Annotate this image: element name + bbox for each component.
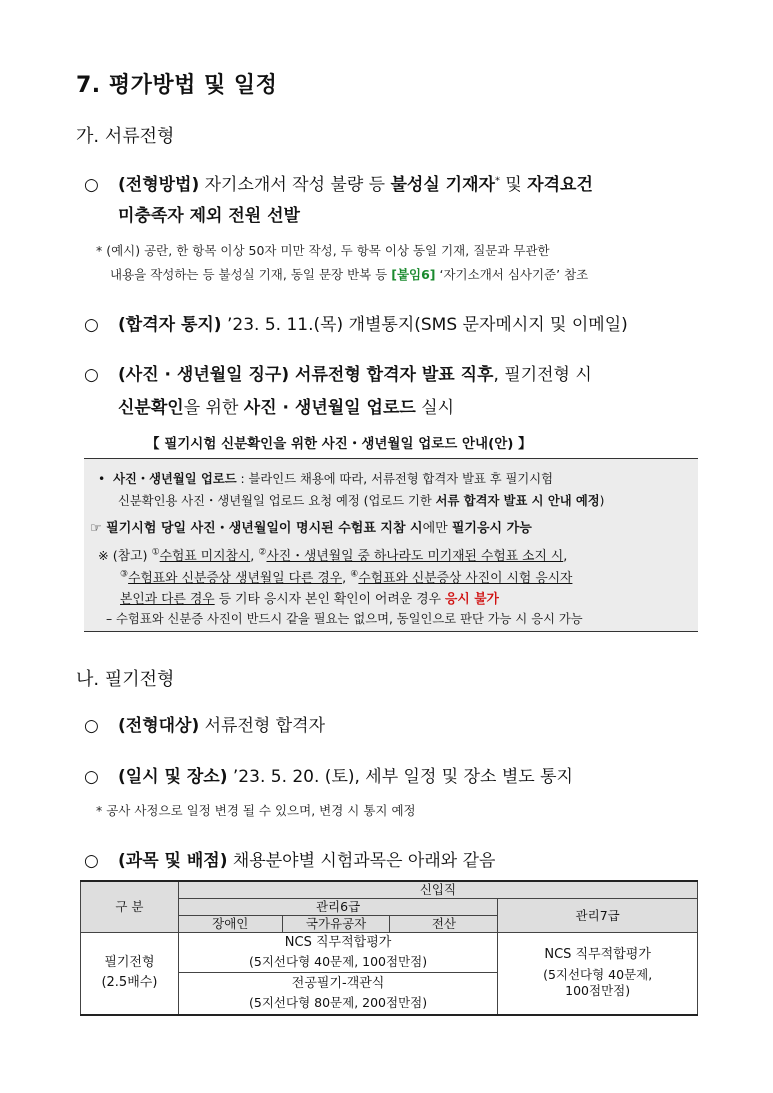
box-bold: 서류 합격자 발표 시 안내 예정 bbox=[435, 494, 600, 508]
box-bold: 사진・생년월일 업로드 bbox=[113, 472, 237, 486]
box-underline: 본인과 다른 경우 bbox=[120, 592, 215, 607]
notice-text: ’23. 5. 11.(목) 개별통지(SMS 문자메시지 및 이메일) bbox=[221, 315, 628, 335]
cell-detail: (5지선다형 40문제, bbox=[543, 967, 653, 983]
appendix-ref: [붙임6] bbox=[391, 267, 436, 282]
photo-label: (사진 · 생년월일 징구) bbox=[118, 365, 290, 385]
notice-line bbox=[84, 310, 628, 335]
method-bold: 불성실 기재자 bbox=[390, 175, 495, 195]
upload-guide-box bbox=[84, 458, 698, 632]
method-line-1 bbox=[84, 170, 593, 195]
schedule-label: (일시 및 장소) bbox=[118, 767, 228, 787]
grade6-major-cell bbox=[178, 973, 497, 1015]
cell-title: NCS 직무적합평가 bbox=[284, 935, 392, 950]
bullet-icon: ○ bbox=[84, 365, 99, 385]
method-label: (전형방법) bbox=[118, 175, 200, 195]
photo-text: 을 위한 bbox=[183, 398, 244, 418]
box-text: , bbox=[250, 549, 259, 564]
note-mark: * bbox=[96, 243, 103, 258]
method-note-line-1 bbox=[96, 241, 550, 259]
cell-title: 전공필기-객관식 bbox=[291, 975, 385, 991]
method-text: 자기소개서 작성 불량 등 bbox=[199, 175, 391, 195]
cell-detail: (5지선다형 40문제, 100점만점) bbox=[249, 954, 428, 969]
box-line-4 bbox=[98, 545, 567, 564]
bullet-icon: ○ bbox=[84, 716, 99, 736]
box-line-5 bbox=[120, 567, 572, 586]
header-new: 신입직 bbox=[178, 881, 697, 899]
grade6-ncs-cell bbox=[178, 933, 497, 973]
photo-line-1 bbox=[84, 360, 592, 385]
box-line-1 bbox=[98, 469, 553, 487]
photo-bold: 서류전형 합격자 발표 직후 bbox=[289, 365, 494, 385]
cell-detail: 100점만점) bbox=[565, 983, 631, 999]
photo-text: 실시 bbox=[415, 398, 455, 418]
row-label bbox=[81, 933, 179, 1015]
bullet-icon: ○ bbox=[84, 315, 99, 335]
header-electric: 전산 bbox=[390, 916, 498, 933]
method-note-line-2 bbox=[110, 265, 588, 283]
section-title: 7. 평가방법 및 일정 bbox=[76, 73, 278, 98]
bullet-icon: ○ bbox=[84, 175, 99, 195]
circled-num: ① bbox=[151, 547, 160, 558]
box-underline: 수험표와 신분증상 사진이 시험 응시자 bbox=[358, 571, 573, 586]
row-label-1: 필기전형 bbox=[104, 955, 155, 971]
circled-num: ④ bbox=[350, 569, 359, 580]
circled-num: ② bbox=[258, 547, 267, 558]
subjects-line bbox=[84, 846, 495, 871]
subjects-text: 채용분야별 시험과목은 아래와 같음 bbox=[227, 851, 496, 871]
header-grade6: 관리6급 bbox=[178, 899, 497, 916]
box-text: 등 기타 응시자 본인 확인이 어려운 경우 bbox=[214, 592, 446, 607]
circled-num: ③ bbox=[120, 569, 129, 580]
box-line-7: – 수험표와 신분증 사진이 반드시 같을 필요는 없으며, 동일인으로 판단 가능 시 응시 가능 bbox=[106, 612, 583, 626]
grade7-cell bbox=[498, 933, 698, 1015]
subjects-label: (과목 및 배점) bbox=[118, 851, 228, 871]
photo-bold: 사진 · 생년월일 업로드 bbox=[243, 398, 416, 418]
photo-text: , 필기전형 시 bbox=[493, 365, 592, 385]
method-text2: 및 bbox=[499, 175, 528, 195]
box-text: , bbox=[563, 549, 568, 564]
box-line-6 bbox=[120, 588, 499, 607]
bullet-icon: ○ bbox=[84, 851, 99, 871]
header-disabled: 장애인 bbox=[178, 916, 282, 933]
bullet-icon: • bbox=[98, 472, 106, 486]
cell-detail: (5지선다형 80문제, 200점만점) bbox=[249, 994, 428, 1010]
box-underline: 사진・생년월일 중 하나라도 미기재된 수험표 소지 시 bbox=[266, 549, 564, 564]
box-text: : 블라인드 채용에 따라, 서류전형 합격자 발표 후 필기시험 bbox=[236, 472, 554, 486]
target-label: (전형대상) bbox=[118, 716, 200, 736]
schedule-note bbox=[96, 801, 416, 819]
method-bold2: 자격요건 bbox=[527, 175, 593, 195]
note-mark: * bbox=[96, 803, 103, 818]
box-bold: 필기시험 당일 사진・생년월일이 명시된 수험표 지참 시 bbox=[101, 521, 423, 536]
note-text: ‘자기소개서 심사기준’ 참조 bbox=[435, 267, 589, 282]
box-text: ) bbox=[599, 494, 605, 508]
target-text: 서류전형 합격자 bbox=[199, 716, 325, 736]
doc-review-heading: 가. 서류전형 bbox=[76, 126, 175, 147]
box-underline: 수험표 미지참시 bbox=[159, 549, 251, 564]
photo-line-2 bbox=[118, 393, 454, 418]
method-sup: * bbox=[494, 175, 500, 187]
pointing-hand-icon: ☞ bbox=[90, 521, 102, 536]
method-line-2: 미충족자 제외 전원 선발 bbox=[118, 206, 300, 226]
note-text: 공사 사정으로 일정 변경 될 수 있으며, 변경 시 통지 예정 bbox=[106, 803, 416, 818]
box-warning: 응시 불가 bbox=[445, 592, 499, 607]
header-gubun: 구 분 bbox=[81, 881, 179, 933]
box-text: 에만 bbox=[422, 521, 452, 536]
target-line bbox=[84, 711, 325, 736]
bullet-icon: ○ bbox=[84, 767, 99, 787]
header-grade7: 관리7급 bbox=[498, 899, 698, 933]
box-text: ※ (참고) bbox=[98, 549, 152, 564]
note-text: (예시) 공란, 한 항목 이상 50자 미만 작성, 두 항목 이상 동일 기재, 질문과 무관한 bbox=[106, 243, 550, 258]
upload-box-title: 【 필기시험 신분확인을 위한 사진・생년월일 업로드 안내(안) 】 bbox=[146, 436, 532, 452]
notice-label: (합격자 통지) bbox=[118, 315, 222, 335]
row-label-2: (2.5배수) bbox=[101, 975, 158, 991]
note-text: 내용을 작성하는 등 불성실 기재, 동일 문장 반복 등 bbox=[110, 267, 392, 282]
box-line-3 bbox=[90, 517, 532, 536]
header-veteran: 국가유공자 bbox=[282, 916, 390, 933]
subjects-table bbox=[80, 880, 698, 1016]
box-line-2 bbox=[118, 491, 604, 509]
box-underline: 수험표와 신분증상 생년월일 다른 경우 bbox=[128, 571, 343, 586]
written-heading: 나. 필기전형 bbox=[76, 669, 175, 690]
photo-bold: 신분확인 bbox=[118, 398, 184, 418]
box-bold: 필기응시 가능 bbox=[451, 521, 532, 536]
schedule-text: ’23. 5. 20. (토), 세부 일정 및 장소 별도 통지 bbox=[227, 767, 573, 787]
box-text: , bbox=[342, 571, 351, 586]
cell-title: NCS 직무적합평가 bbox=[544, 947, 651, 963]
box-text: 신분확인용 사진・생년월일 업로드 요청 예정 (업로드 기한 bbox=[118, 494, 436, 508]
schedule-line bbox=[84, 762, 573, 787]
